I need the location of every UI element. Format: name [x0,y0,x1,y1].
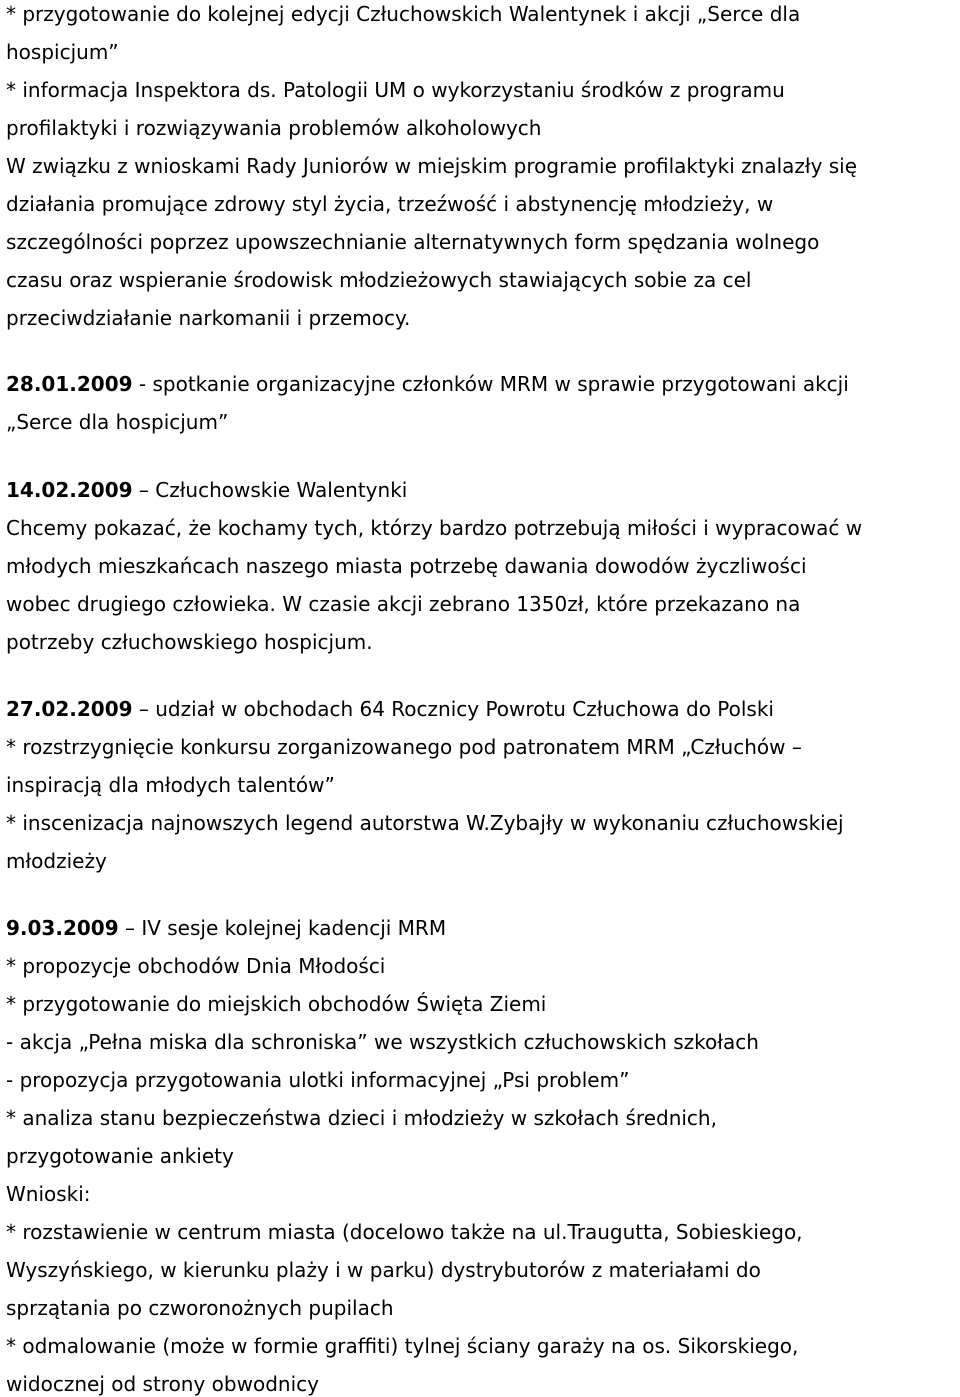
text-line: młodzieży [6,849,107,873]
text-line: * rozstawienie w centrum miasta (docelowo także na ul.Traugutta, Sobieskiego, [6,1220,803,1244]
entry-date: 28.01.2009 [6,372,133,396]
text-line: wobec drugiego człowieka. W czasie akcji zebrano 1350zł, które przekazano na [6,592,801,616]
text-line: * przygotowanie do miejskich obchodów Święta Ziemi [6,992,547,1016]
text-line: szczególności poprzez upowszechnianie alternatywnych form spędzania wolnego [6,230,820,254]
entry-title: – IV sesje kolejnej kadencji MRM [118,916,447,940]
text-line: * propozycje obchodów Dnia Młodości [6,954,386,978]
entry-date: 27.02.2009 [6,697,133,721]
text-line: * analiza stanu bezpieczeństwa dzieci i młodzieży w szkołach średnich, [6,1106,717,1130]
entry-title: – udział w obchodach 64 Rocznicy Powrotu Człuchowa do Polski [132,697,774,721]
text-line: * inscenizacja najnowszych legend autorstwa W.Zybajły w wykonaniu człuchowskiej [6,811,844,835]
text-line: profilaktyki i rozwiązywania problemów alkoholowych [6,116,542,140]
entry-title: – Człuchowskie Walentynki [132,478,408,502]
entry-heading [6,916,446,940]
text-line: Wnioski: [6,1182,91,1206]
text-line: czasu oraz wspieranie środowisk młodzieżowych stawiających sobie za cel [6,268,752,292]
text-line: * informacja Inspektora ds. Patologii UM o wykorzystaniu środków z programu [6,78,785,102]
entry-heading [6,697,774,721]
text-line: potrzeby człuchowskiego hospicjum. [6,630,373,654]
text-line: - akcja „Pełna miska dla schroniska” we wszystkich człuchowskich szkołach [6,1030,759,1054]
text-line: * rozstrzygnięcie konkursu zorganizowanego pod patronatem MRM „Człuchów – [6,735,802,759]
text-line: Chcemy pokazać, że kochamy tych, którzy bardzo potrzebują miłości i wypracować w [6,516,863,540]
text-line: Wyszyńskiego, w kierunku plaży i w parku) dystrybutorów z materiałami do [6,1258,761,1282]
text-line: - propozycja przygotowania ulotki informacyjnej „Psi problem” [6,1068,630,1092]
text-line: „Serce dla hospicjum” [6,410,229,434]
entry-date: 9.03.2009 [6,916,119,940]
text-line: młodych mieszkańcach naszego miasta potrzebę dawania dowodów życzliwości [6,554,807,578]
entry-title: - spotkanie organizacyjne członków MRM w sprawie przygotowani akcji [132,372,849,396]
entry-heading [6,478,407,502]
text-line: działania promujące zdrowy styl życia, trzeźwość i abstynencję młodzieży, w [6,192,774,216]
text-line: widocznej od strony obwodnicy [6,1372,319,1396]
text-line: przygotowanie ankiety [6,1144,234,1168]
text-line: W związku z wnioskami Rady Juniorów w miejskim programie profilaktyki znalazły się [6,154,858,178]
text-line: hospicjum” [6,40,119,64]
text-line: * odmalowanie (może w formie graffiti) tylnej ściany garaży na os. Sikorskiego, [6,1334,799,1358]
text-line: sprzątania po czworonożnych pupilach [6,1296,394,1320]
text-line: * przygotowanie do kolejnej edycji Człuchowskich Walentynek i akcji „Serce dla [6,2,801,26]
text-line: przeciwdziałanie narkomanii i przemocy. [6,306,411,330]
entry-date: 14.02.2009 [6,478,133,502]
entry-heading [6,372,849,396]
text-line: inspiracją dla młodych talentów” [6,773,335,797]
